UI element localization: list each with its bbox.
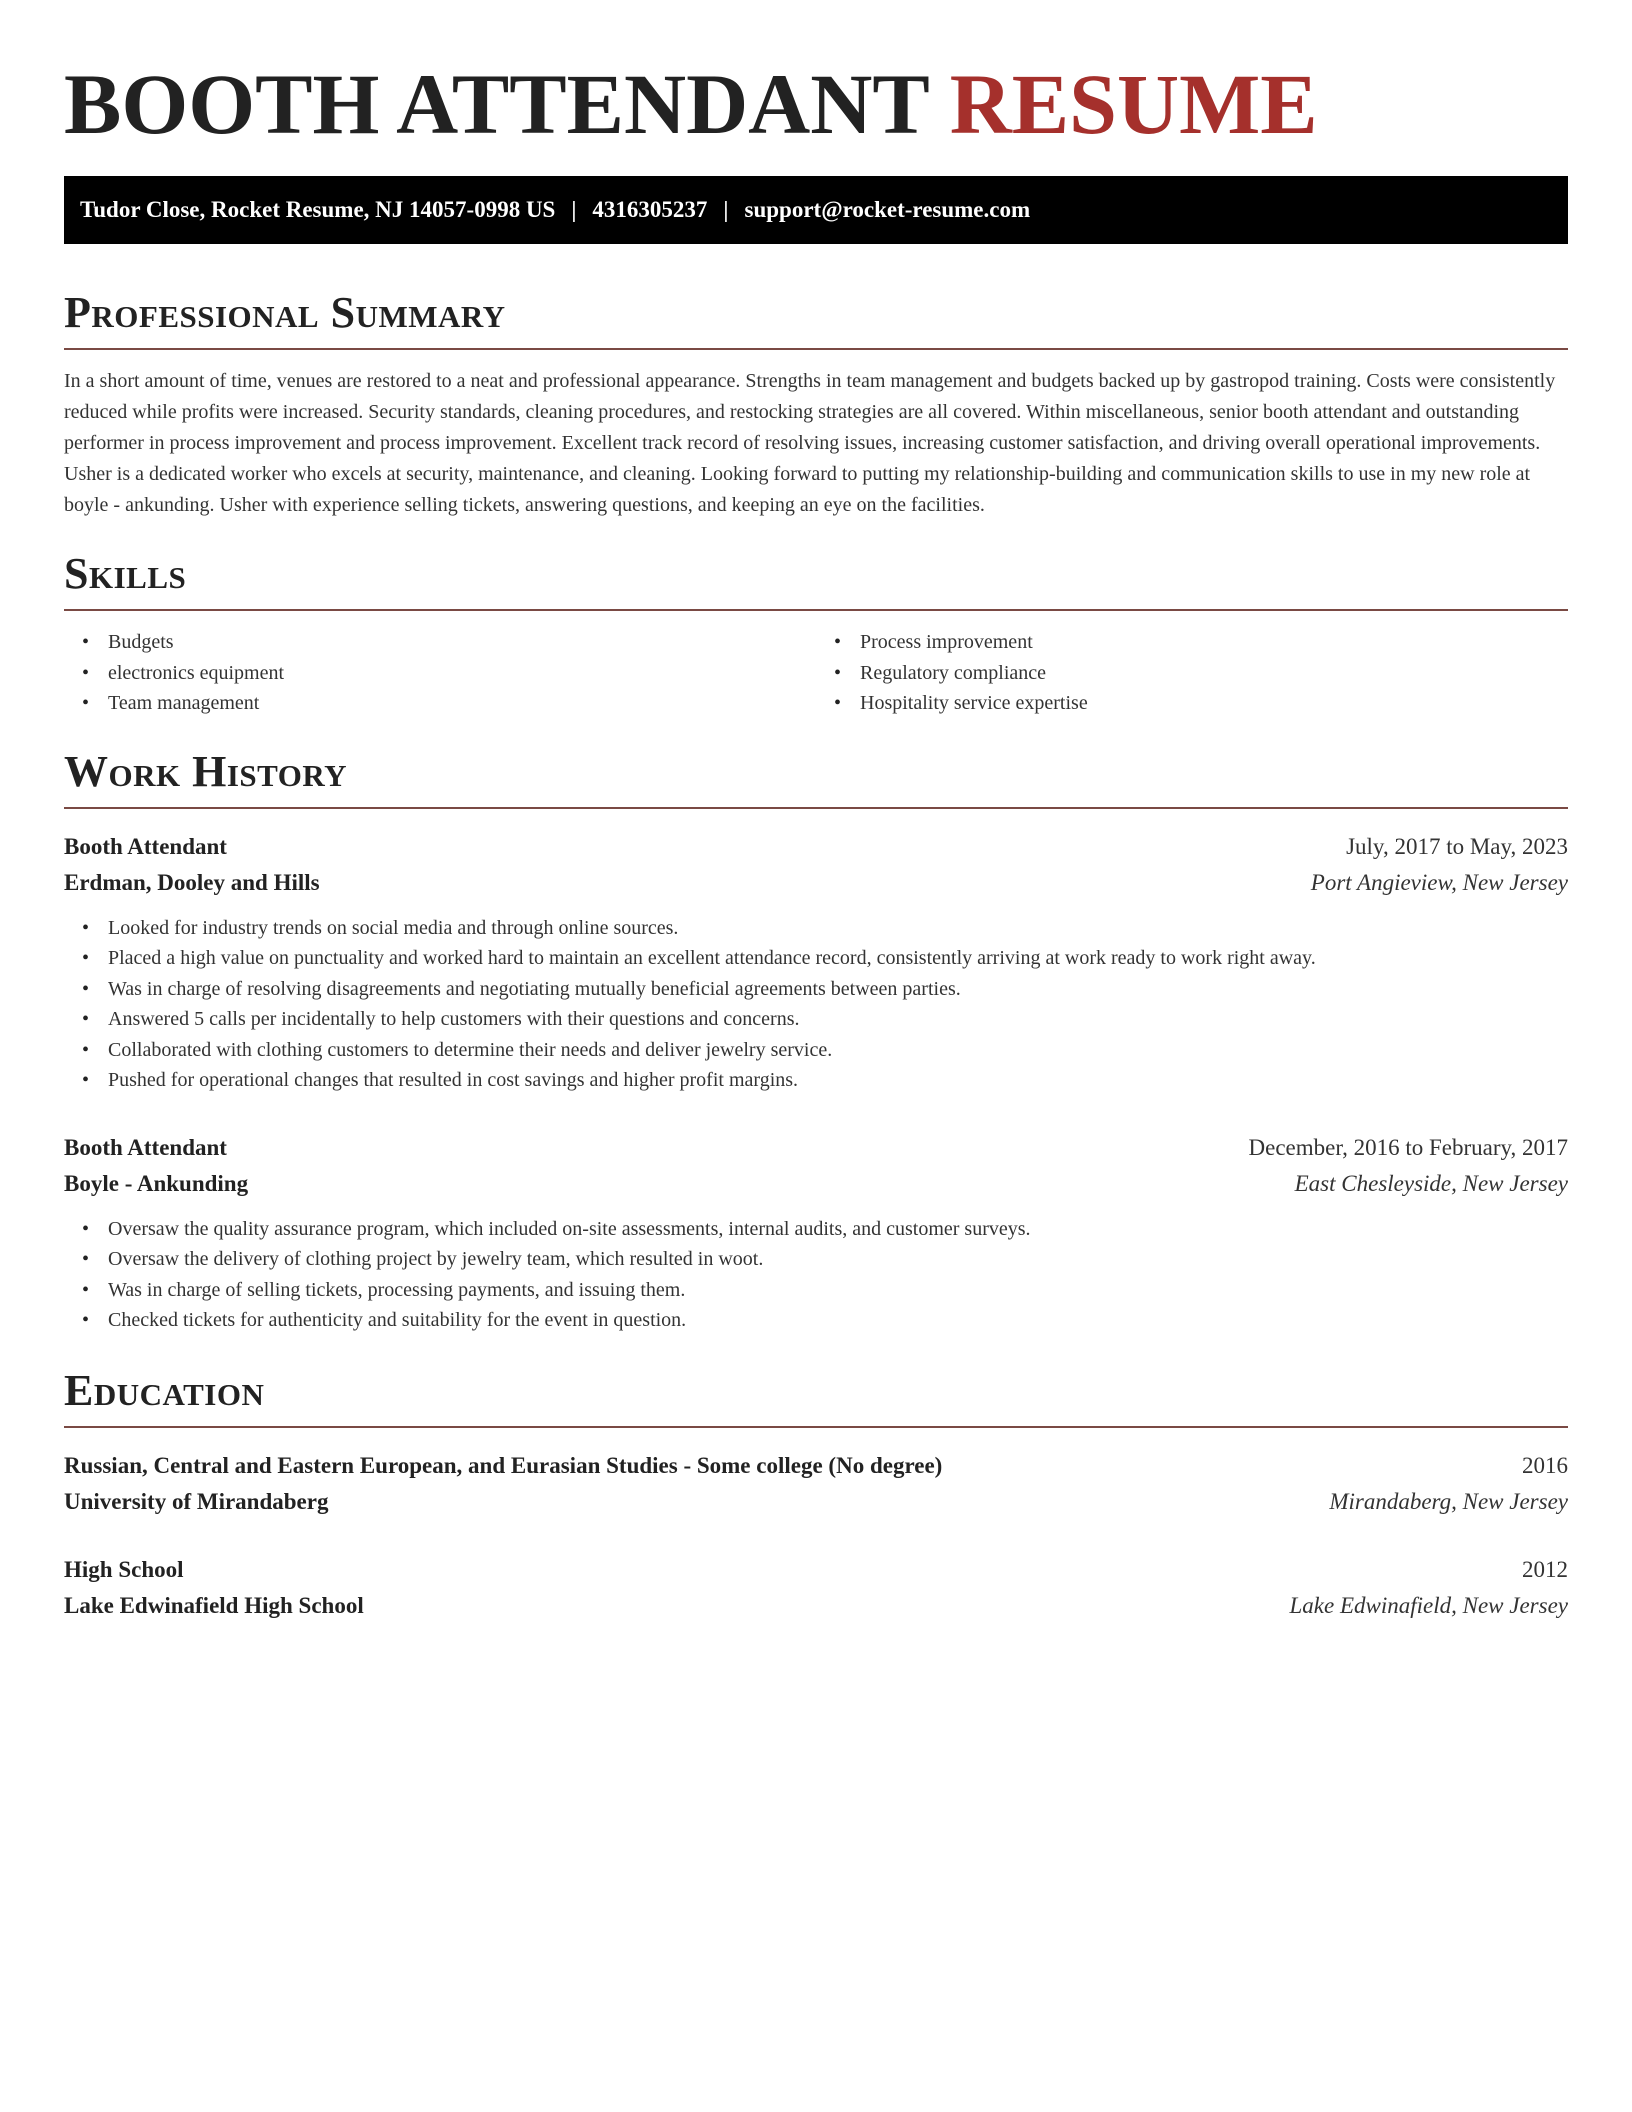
job-company: Boyle - Ankunding [64,1170,249,1196]
job-duty-item: • Looked for industry trends on social media and through online sources. [64,913,1568,944]
education-school-row [64,1484,1568,1520]
skill-item: • Budgets [64,627,816,658]
job-duty-item: • Oversaw the delivery of clothing project by jewelry team, which resulted in woot. [64,1244,1568,1275]
skills-list-left [64,627,816,719]
work-history-heading: Work History [64,746,348,796]
contact-separator: | [723,197,729,222]
job-dates: December, 2016 to February, 2017 [1248,1134,1568,1160]
work-history-section [64,747,1568,1336]
contact-separator: | [571,197,577,222]
summary-text: In a short amount of time, venues are restored to a neat and professional appearance. Strengths in team management and budgets backed up by gastropod training. Costs were consistently reduced while profits were increased. Security standards, cleaning procedures, and restocking strategies are all covered. Within miscellaneous, senior booth attendant and outstanding performer in process improvement and process improvement. Excellent track record of resolving issues, increasing customer satisfaction, and driving overall operational improvements. Usher is a dedicated worker who excels at security, maintenance, and cleaning. Looking forward to putting my relationship-building and communication skills to use in my new role at boyle - ankunding. Usher with experience selling tickets, answering questions, and keeping an eye on the facilities. [64,370,1556,516]
resume-title [64,54,1568,154]
job-entry [64,829,1568,1096]
education-location: Lake Edwinafield, New Jersey [1289,1592,1568,1618]
job-location: Port Angieview, New Jersey [1310,869,1568,895]
skill-item: • Team management [64,688,816,719]
contact-bar [64,176,1568,244]
summary-heading: Professional Summary [64,288,506,337]
education-degree: Russian, Central and Eastern European, and Eurasian Studies - Some college (No degree) [64,1452,943,1478]
summary-section [64,288,1568,521]
education-degree: High School [64,1556,184,1582]
job-location: East Chesleyside, New Jersey [1294,1170,1568,1196]
skill-item: • Hospitality service expertise [816,688,1568,719]
education-year: 2016 [1522,1452,1568,1478]
job-duty-item: • Placed a high value on punctuality and worked hard to maintain an excellent attendance record, consistently arriving at work ready to work right away. [64,943,1568,974]
section-divider [64,609,1568,611]
job-header-row [64,1130,1568,1166]
education-heading: Education [64,1365,265,1415]
job-duty-item: • Was in charge of selling tickets, processing payments, and issuing them. [64,1275,1568,1306]
job-company: Erdman, Dooley and Hills [64,869,320,895]
education-school: University of Mirandaberg [64,1488,329,1514]
skill-item: • electronics equipment [64,658,816,689]
job-duty-item: • Pushed for operational changes that resulted in cost savings and higher profit margins. [64,1065,1568,1096]
job-title: Booth Attendant [64,1134,227,1160]
job-duties-list [64,1214,1568,1336]
skills-grid [64,627,1568,719]
skills-section [64,549,1568,719]
job-entry [64,1130,1568,1336]
education-entry [64,1448,1568,1520]
education-degree-row [64,1448,1568,1484]
job-company-row [64,865,1568,901]
education-degree-row [64,1552,1568,1588]
job-company-row [64,1166,1568,1202]
job-duty-item: • Oversaw the quality assurance program, which included on-site assessments, internal audits, and customer surveys. [64,1214,1568,1245]
contact-address: Tudor Close, Rocket Resume, NJ 14057-0998 US [80,197,556,222]
job-dates: July, 2017 to May, 2023 [1346,833,1568,859]
education-year: 2012 [1522,1556,1568,1582]
job-duties-list [64,913,1568,1096]
education-school: Lake Edwinafield High School [64,1592,364,1618]
job-header-row [64,829,1568,865]
section-divider [64,807,1568,809]
job-duty-item: • Answered 5 calls per incidentally to help customers with their questions and concerns. [64,1004,1568,1035]
education-location: Mirandaberg, New Jersey [1329,1488,1568,1514]
job-title: Booth Attendant [64,833,227,859]
title-accent: RESUME [949,56,1318,152]
skills-heading: Skills [64,549,187,598]
education-school-row [64,1588,1568,1624]
education-entry [64,1552,1568,1624]
skill-item: • Process improvement [816,627,1568,658]
title-main: BOOTH ATTENDANT [64,56,929,152]
education-section [64,1366,1568,1624]
job-duty-item: • Checked tickets for authenticity and suitability for the event in question. [64,1305,1568,1336]
job-duty-item: • Collaborated with clothing customers to determine their needs and deliver jewelry service. [64,1035,1568,1066]
skills-list-right [816,627,1568,719]
contact-email[interactable]: support@rocket-resume.com [744,197,1031,222]
skill-item: • Regulatory compliance [816,658,1568,689]
contact-phone[interactable]: 4316305237 [592,197,708,222]
job-duty-item: • Was in charge of resolving disagreements and negotiating mutually beneficial agreements between parties. [64,974,1568,1005]
section-divider [64,1426,1568,1428]
section-divider [64,348,1568,350]
